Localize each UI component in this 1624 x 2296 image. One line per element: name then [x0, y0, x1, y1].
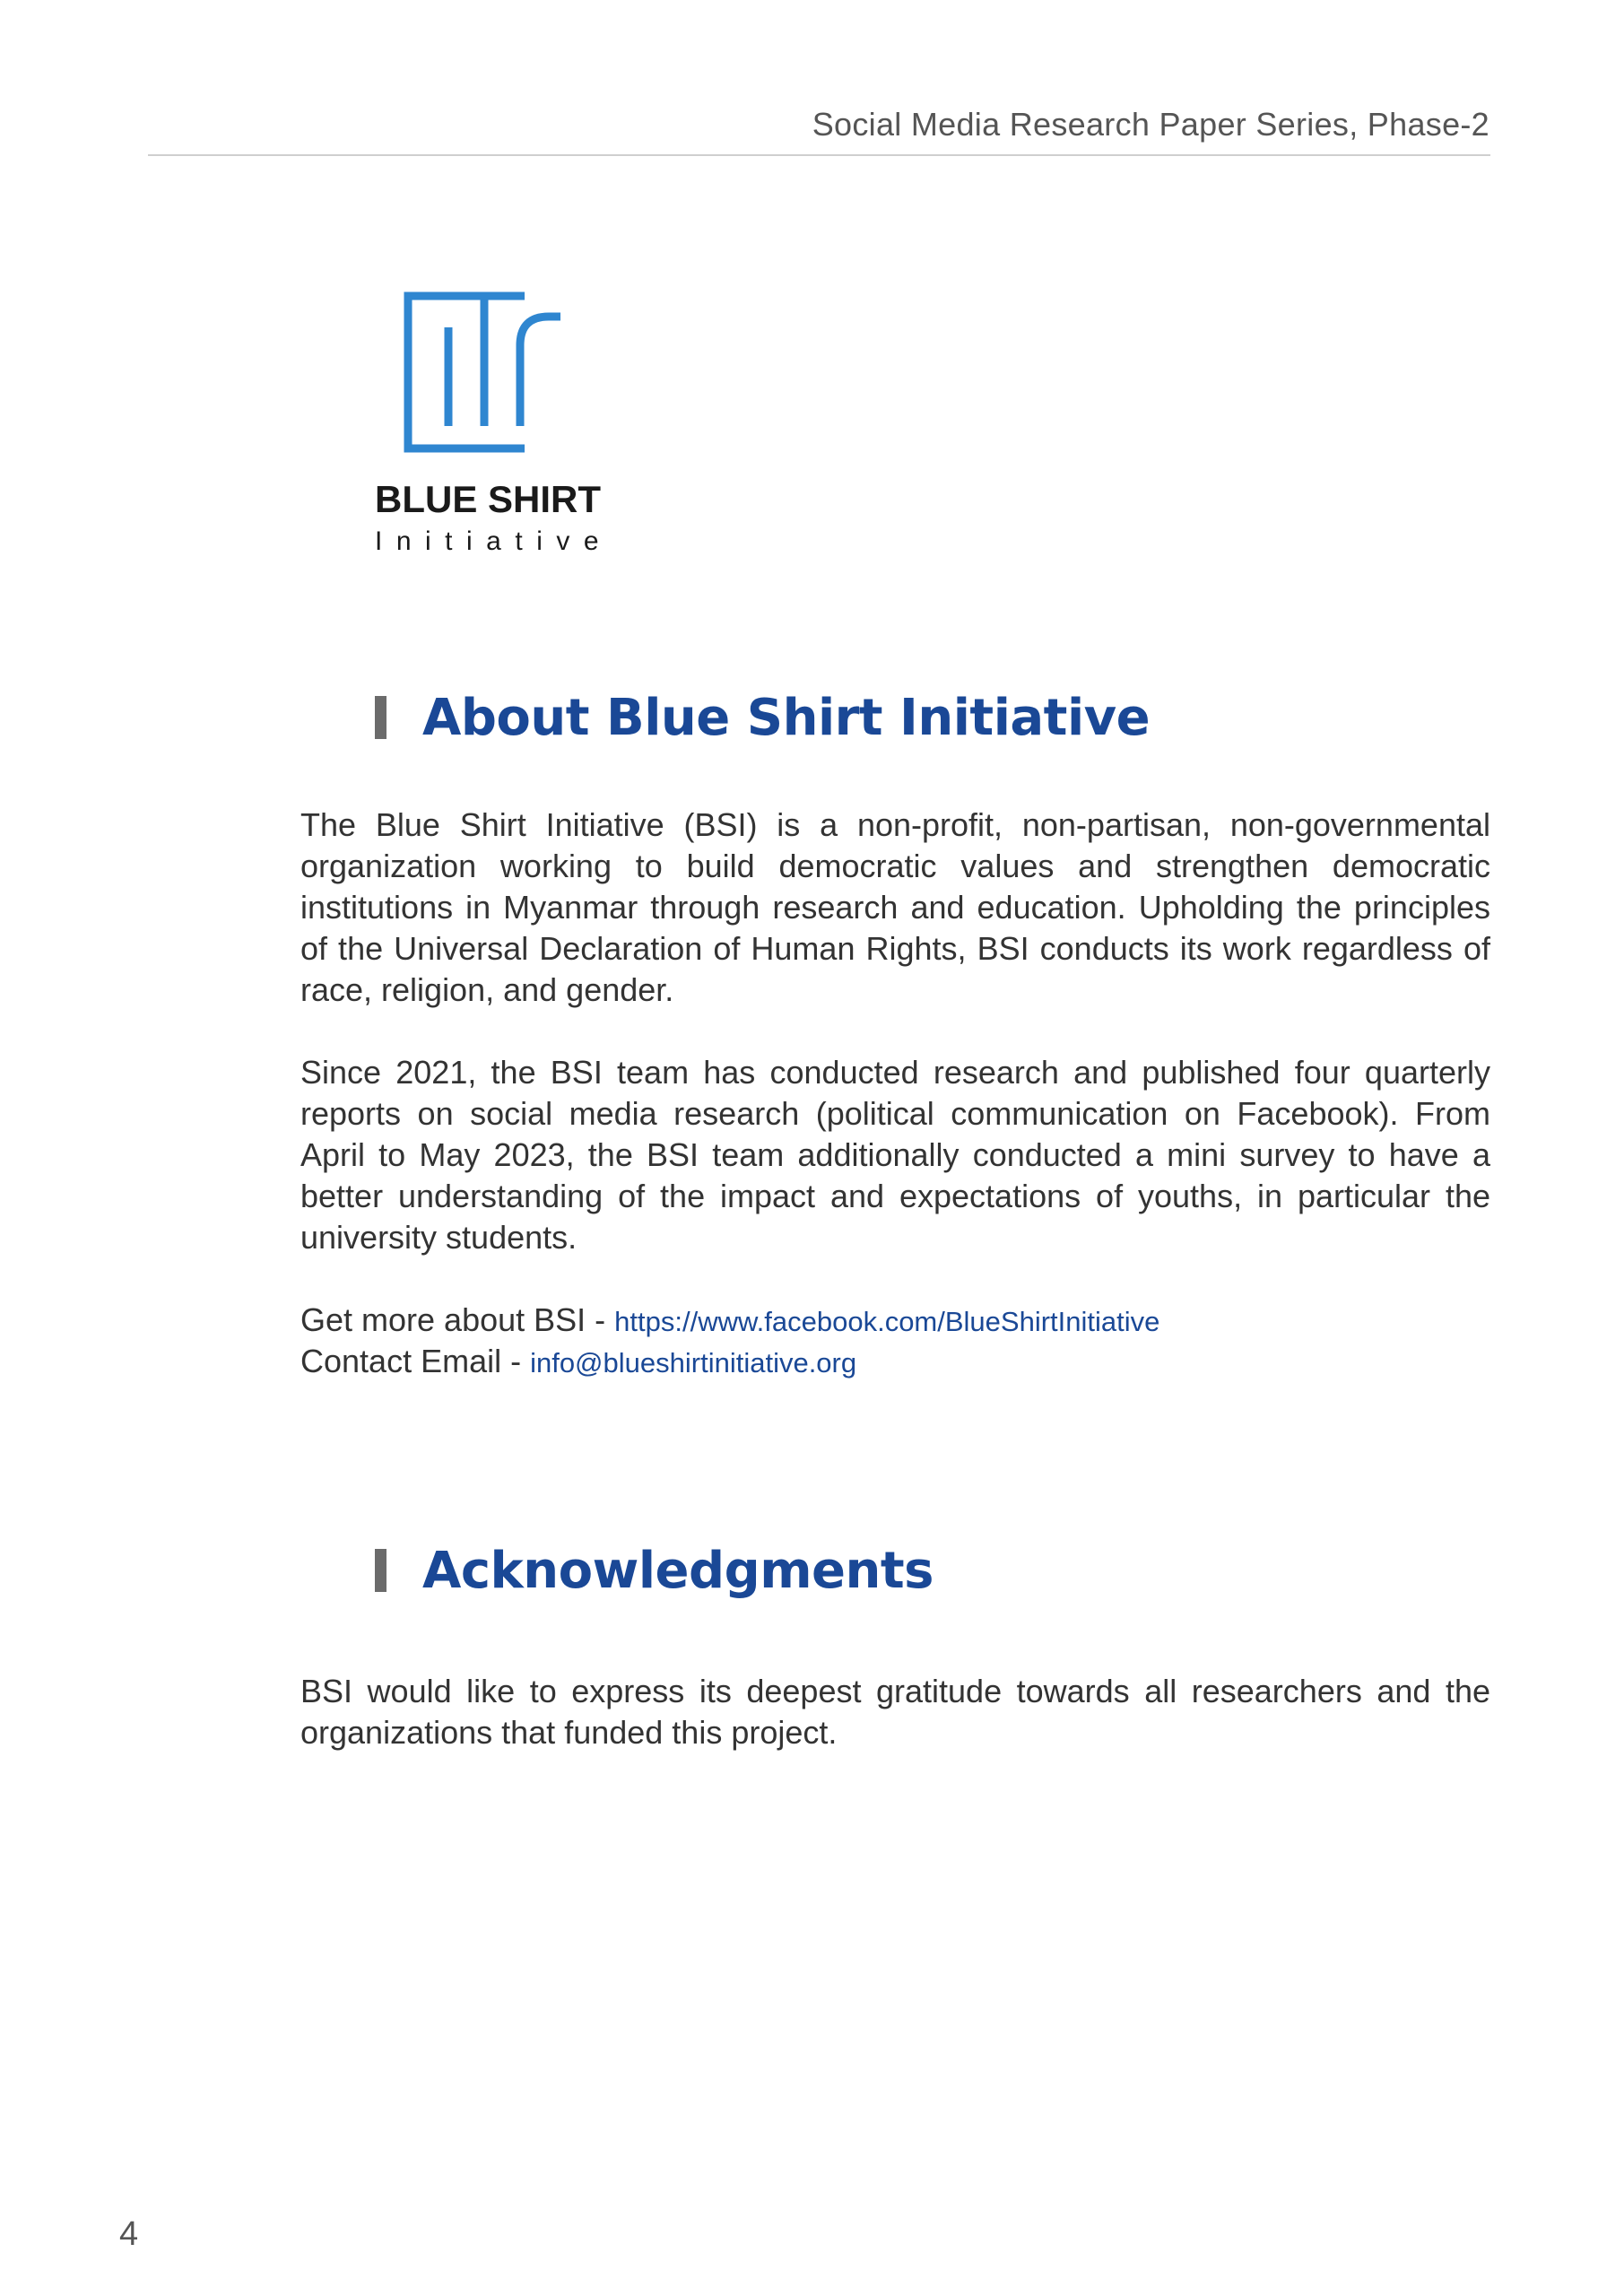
email-link[interactable]: info@blueshirtinitiative.org	[530, 1347, 857, 1378]
about-heading	[375, 686, 1150, 749]
heading-bar	[375, 1549, 386, 1592]
bsi-logo-mark-icon	[404, 291, 565, 457]
about-heading-text: About Blue Shirt Initiative	[422, 688, 1151, 747]
acknowledgments-heading-text: Acknowledgments	[422, 1541, 934, 1600]
more-about-label: Get more about BSI -	[300, 1301, 615, 1338]
more-about-line	[300, 1300, 1159, 1343]
about-paragraph-2: Since 2021, the BSI team has conducted research and published four quarterly reports on social media research (political communication on Facebook). From April to May 2023, the BSI team additionally conducted a mini survey to have a better understanding of the impact and expectations of youths, in particular the university students.	[300, 1054, 1490, 1256]
acknowledgments-heading	[375, 1539, 934, 1602]
facebook-link[interactable]: https://www.facebook.com/BlueShirtInitiative	[614, 1306, 1160, 1337]
bsi-logo	[368, 291, 613, 561]
running-header: Social Media Research Paper Series, Phase-2	[812, 106, 1489, 143]
about-paragraph-1: The Blue Shirt Initiative (BSI) is a non-profit, non-partisan, non-governmental organization working to build democratic values and strengthen democratic institutions in Myanmar through research and education. Upholding the principles of the Universal Declaration of Human Rights, BSI conducts its work regardless of race, religion, and gender.	[300, 806, 1490, 1008]
contact-email-label: Contact Email -	[300, 1343, 531, 1379]
contact-email-line	[300, 1341, 856, 1384]
heading-bar	[375, 696, 386, 739]
logo-name: BLUE SHIRT	[375, 478, 601, 520]
logo-subtitle: Initiative	[375, 526, 613, 556]
page-number: 4	[119, 2215, 139, 2253]
header-rule	[148, 154, 1490, 156]
acknowledgments-paragraph: BSI would like to express its deepest gratitude towards all researchers and the organizations that funded this project.	[300, 1673, 1490, 1751]
